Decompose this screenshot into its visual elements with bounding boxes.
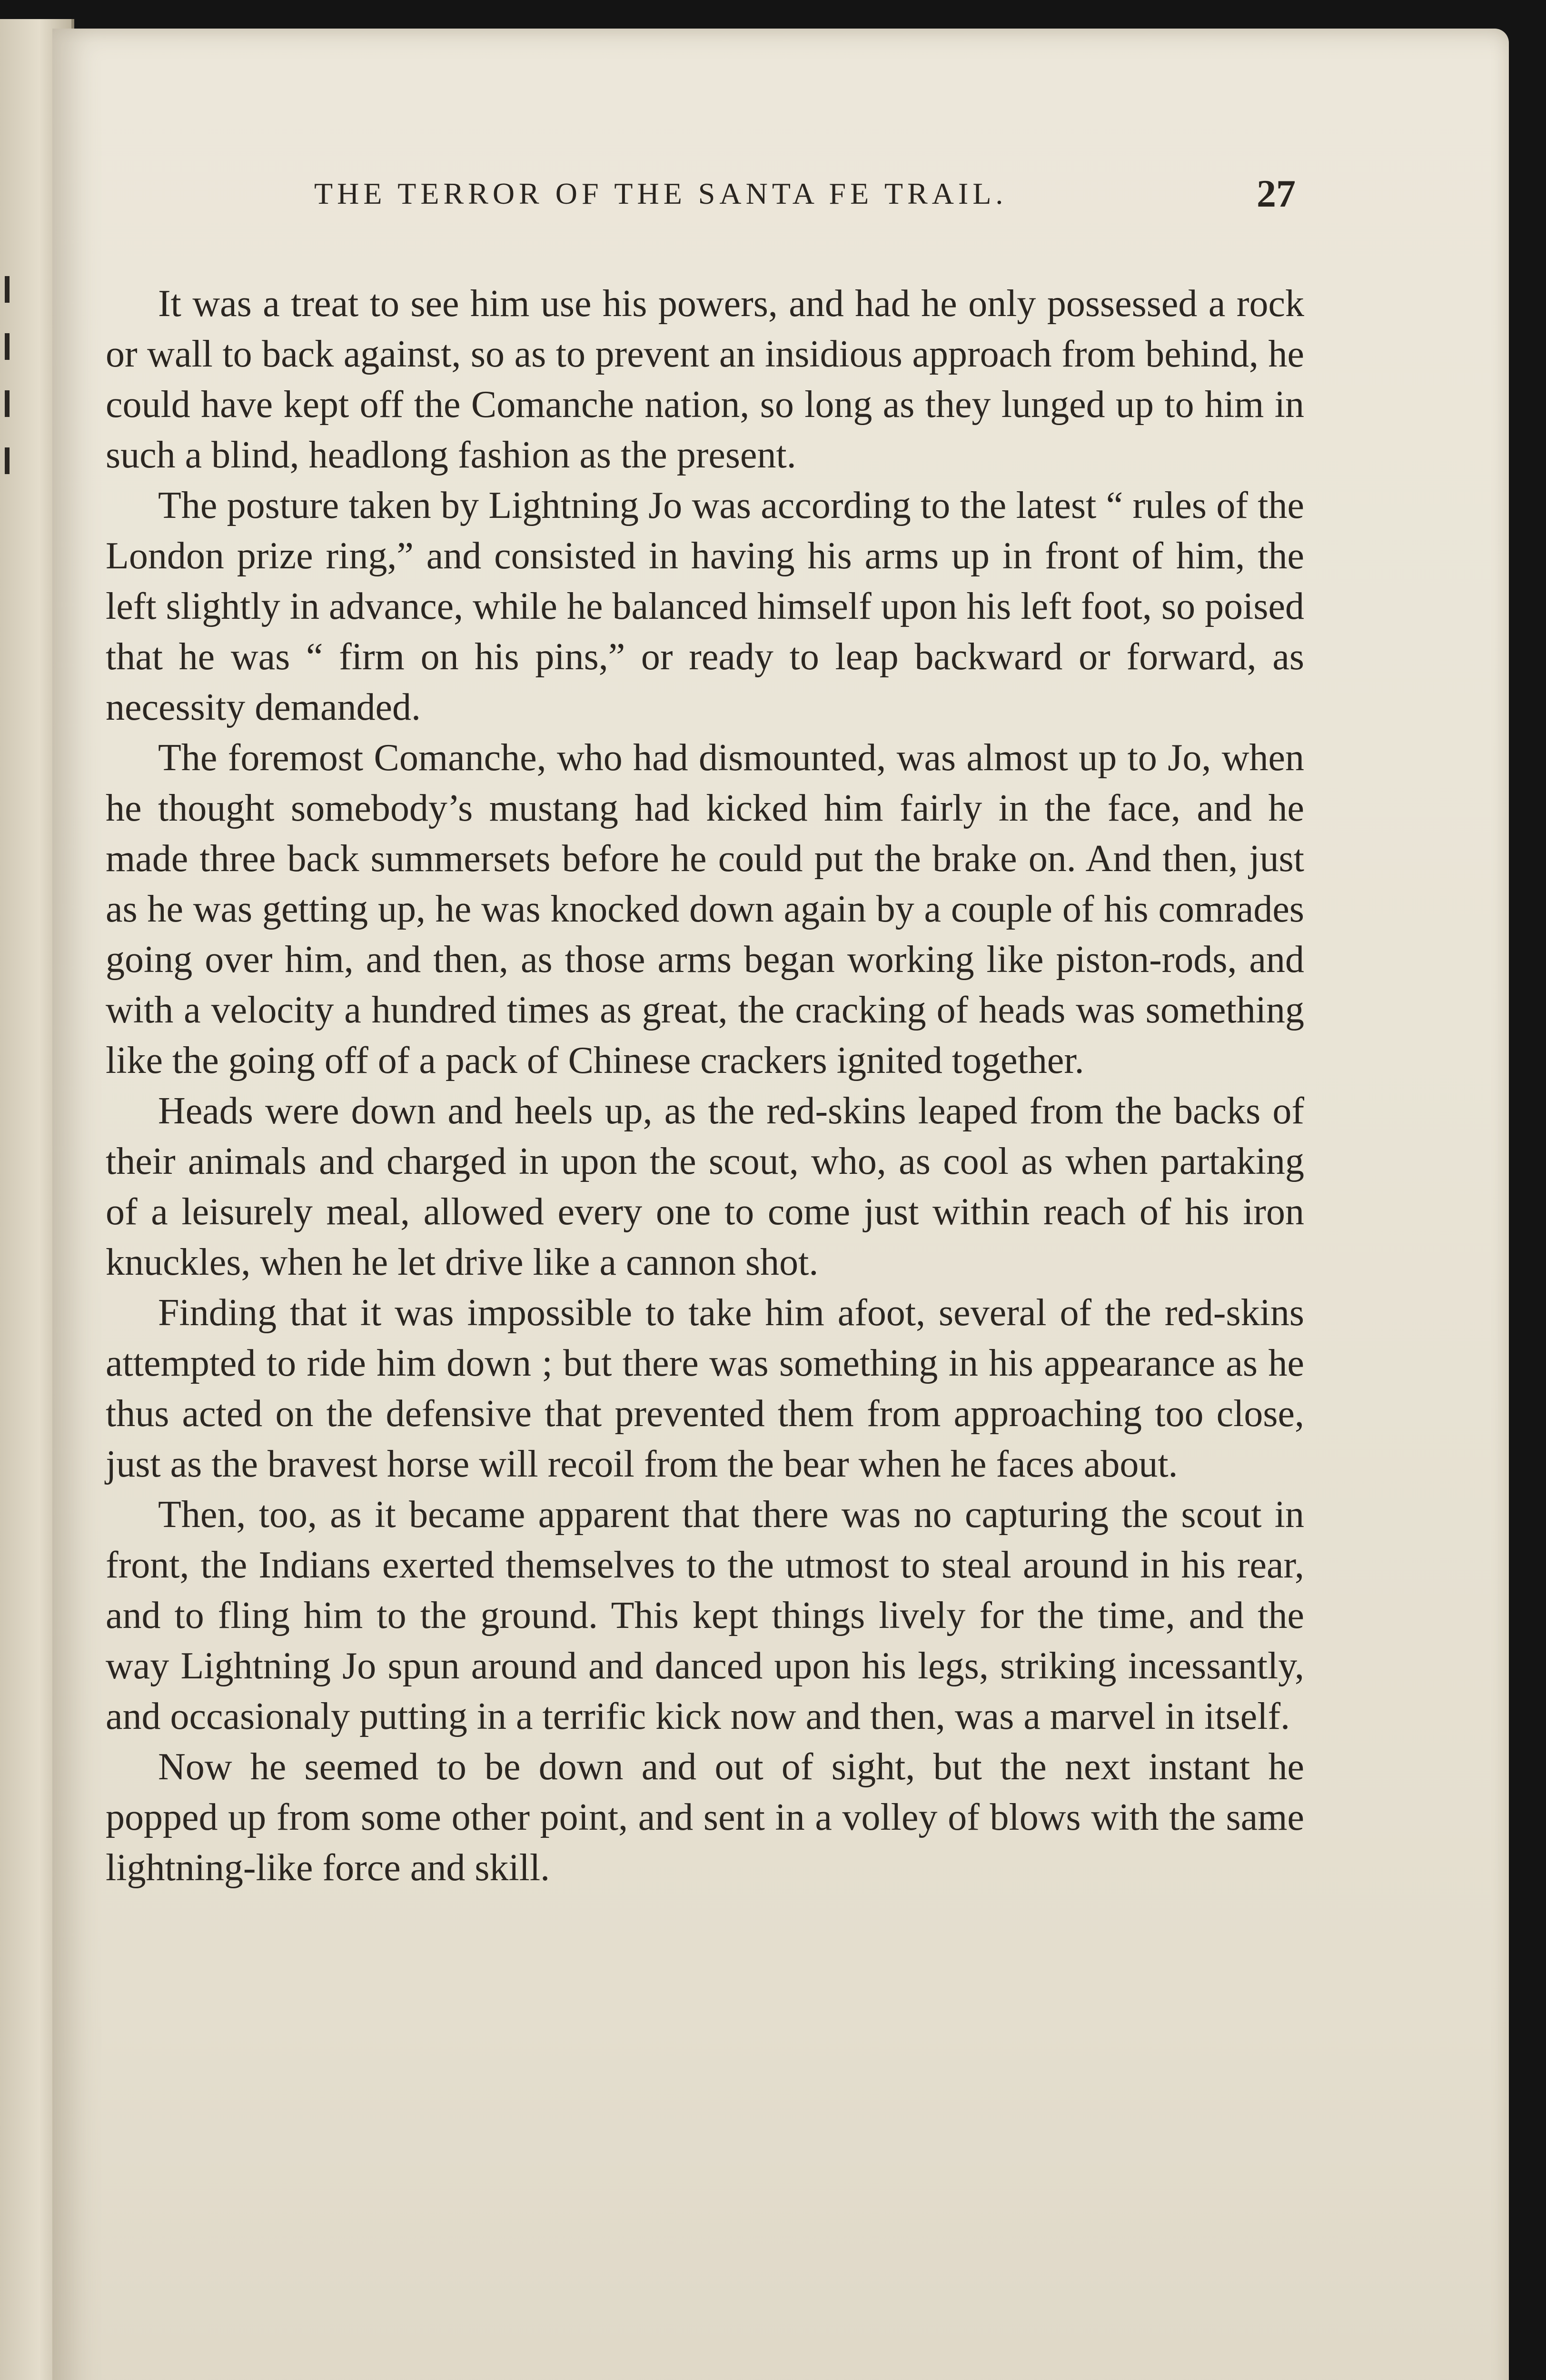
page-body — [106, 278, 1304, 1893]
facing-page-ink-mark — [5, 276, 10, 303]
page-header — [0, 172, 1546, 233]
facing-page-ink-mark — [5, 447, 10, 474]
facing-page-ink-mark — [5, 333, 10, 360]
paragraph: It was a treat to see him use his powers, and had he only possessed a rock or wall to back against, so as to prevent an insidious approach from behind, he could have kept off the Comanche nation, so long as they lunged up to him in such a blind, headlong fashion as the present. — [106, 283, 1304, 476]
paragraph: Now he seemed to be down and out of sight, but the next instant he popped up from some other point, and sent in a volley of blows with the same lightning-like force and skill. — [106, 1746, 1304, 1889]
facing-page-ink-mark — [5, 390, 10, 417]
page-number: 27 — [1257, 172, 1296, 215]
running-head: THE TERROR OF THE SANTA FE TRAIL. — [314, 177, 1008, 210]
paragraph: The foremost Comanche, who had dismounted, was almost up to Jo, when he thought somebody’s mustang had kicked him fairly in the face, and he made three back summersets before he could put the brake on. And then, just as he was getting up, he was knocked down again by a couple of his comrades going over him, and then, as those arms began working like piston-rods, and with a velocity a hundred times as great, the cracking of heads was something like the going off of a pack of Chinese crackers ignited together. — [106, 737, 1304, 1081]
paragraph: The posture taken by Lightning Jo was according to the latest “ rules of the London prize ring,” and consisted in having his arms up in front of him, the left slightly in advance, while he balanced himself upon his left foot, so poised that he was “ firm on his pins,” or ready to leap backward or forward, as necessity demanded. — [106, 485, 1304, 728]
paragraph: Finding that it was impossible to take him afoot, several of the red-skins attempted to ride him down ; but there was something in his appearance as he thus acted on the defensive that prevented them from approaching too close, just as the bravest horse will recoil from the bear when he faces about. — [106, 1292, 1304, 1485]
paragraph: Heads were down and heels up, as the red-skins leaped from the backs of their animals and charged in upon the scout, who, as cool as when partaking of a leisurely meal, allowed every one to come just within reach of his iron knuckles, when he let drive like a cannon shot. — [106, 1090, 1304, 1283]
paragraph: Then, too, as it became apparent that there was no capturing the scout in front, the Indians exerted themselves to the utmost to steal around in his rear, and to fling him to the ground. This kept things lively for the time, and the way Lightning Jo spun around and danced upon his legs, striking incessantly, and occasionaly putting in a terrific kick now and then, was a marvel in itself. — [106, 1494, 1304, 1737]
